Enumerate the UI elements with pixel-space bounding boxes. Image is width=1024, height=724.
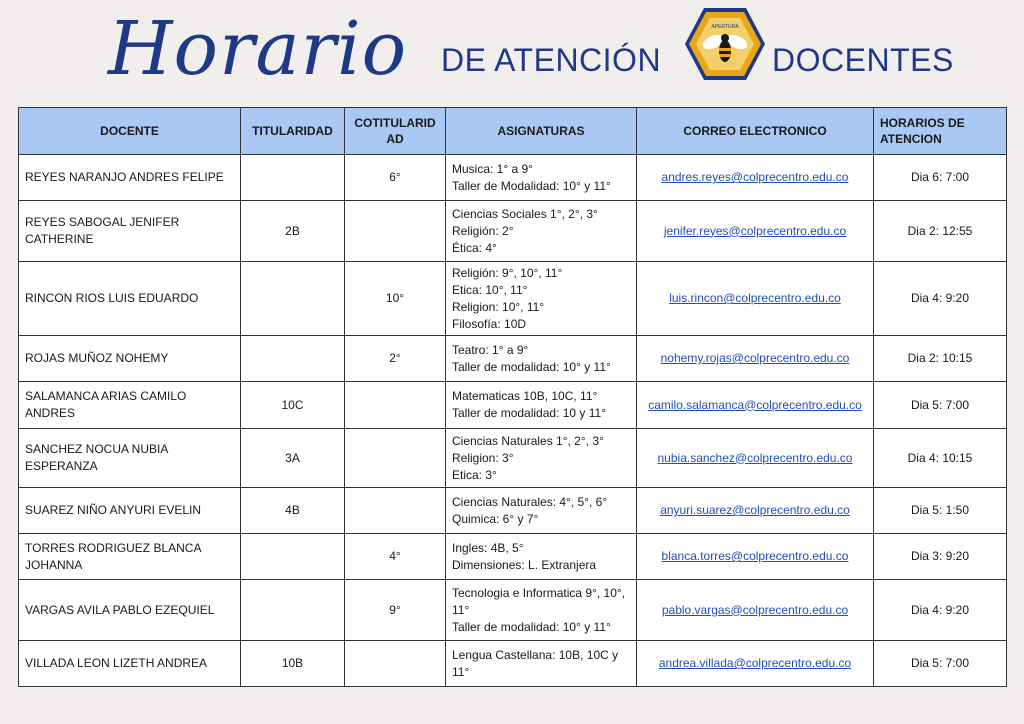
docente-cell: VARGAS AVILA PABLO EZEQUIEL <box>19 580 241 641</box>
asignatura-line: Religion: 10°, 11° <box>452 299 545 314</box>
correo-cell <box>637 580 874 641</box>
email-link[interactable]: nubia.sanchez@colprecentro.edu.co <box>657 450 853 465</box>
titularidad-cell: 10C <box>241 382 345 429</box>
titularidad-cell: 4B <box>241 488 345 534</box>
title-end: DOCENTES <box>772 42 954 78</box>
cotitularidad-cell <box>345 201 446 262</box>
asignatura-line: Dimensiones: L. Extranjera <box>452 557 597 572</box>
horario-cell: Dia 6: 7:00 <box>874 155 1007 201</box>
correo-cell <box>637 534 874 580</box>
correo-cell <box>637 488 874 534</box>
cotitularidad-cell <box>345 641 446 687</box>
asignaturas-cell <box>446 488 637 534</box>
cotitularidad-cell: 6° <box>345 155 446 201</box>
cotitularidad-cell <box>345 429 446 488</box>
asignaturas-cell <box>446 580 637 641</box>
column-header-asignaturas: ASIGNATURAS <box>446 108 637 155</box>
asignatura-line: Tecnologia e Informatica 9°, 10°, 11° <box>452 585 626 617</box>
asignatura-line: Taller de Modalidad: 10° y 11° <box>452 178 611 193</box>
titularidad-cell <box>241 155 345 201</box>
horario-cell: Dia 5: 1:50 <box>874 488 1007 534</box>
horario-cell: Dia 4: 9:20 <box>874 262 1007 336</box>
horario-cell: Dia 5: 7:00 <box>874 382 1007 429</box>
correo-cell <box>637 382 874 429</box>
asignatura-line: Taller de modalidad: 10 y 11° <box>452 406 607 420</box>
table-row <box>19 201 1007 262</box>
email-link[interactable]: blanca.torres@colprecentro.edu.co <box>661 549 849 563</box>
cotitularidad-cell: 2° <box>345 336 446 382</box>
email-link[interactable]: camilo.salamanca@colprecentro.edu.co <box>648 397 862 412</box>
asignatura-line: Religión: 2° <box>452 223 514 238</box>
titularidad-cell: 10B <box>241 641 345 687</box>
asignatura-line: Ingles: 4B, 5° <box>452 540 524 555</box>
logo-text: APERTURA <box>711 24 739 30</box>
correo-cell <box>637 336 874 382</box>
horario-cell: Dia 2: 10:15 <box>874 336 1007 382</box>
asignatura-line: Taller de modalidad: 10° y 11° <box>452 619 611 634</box>
titularidad-cell <box>241 336 345 382</box>
asignatura-line: Ciencias Naturales: 4°, 5°, 6° <box>452 494 608 509</box>
email-link[interactable]: nohemy.rojas@colprecentro.edu.co <box>660 351 850 365</box>
asignatura-line: Taller de modalidad: 10° y 11° <box>452 359 611 374</box>
cotitularidad-cell <box>345 488 446 534</box>
column-header-correo: CORREO ELECTRONICO <box>637 108 874 155</box>
docente-cell: SALAMANCA ARIAS CAMILO ANDRES <box>19 382 241 429</box>
email-link[interactable]: jenifer.reyes@colprecentro.edu.co <box>663 223 847 238</box>
table-row <box>19 336 1007 382</box>
correo-cell <box>637 262 874 336</box>
cotitularidad-cell: 9° <box>345 580 446 641</box>
title-script: Horario <box>108 6 408 92</box>
cotitularidad-cell <box>345 382 446 429</box>
asignatura-line: Ciencias Sociales 1°, 2°, 3° <box>452 206 598 221</box>
table-row <box>19 382 1007 429</box>
column-header-cotitularidad: COTITULARID AD <box>345 108 446 155</box>
docente-cell: ROJAS MUÑOZ NOHEMY <box>19 336 241 382</box>
titularidad-cell <box>241 580 345 641</box>
asignatura-line: Quimica: 6° y 7° <box>452 511 539 526</box>
horario-cell: Dia 5: 7:00 <box>874 641 1007 687</box>
table-row <box>19 488 1007 534</box>
cotitularidad-cell: 10° <box>345 262 446 336</box>
asignatura-line: Musica: 1° a 9° <box>452 161 533 176</box>
asignatura-line: Filosofía: 10D <box>452 316 527 331</box>
title-middle: DE ATENCIÓN <box>441 42 662 78</box>
column-header-docente: DOCENTE <box>19 108 241 155</box>
email-link[interactable]: andrea.villada@colprecentro.edu.co <box>658 656 852 670</box>
table-row <box>19 262 1007 336</box>
horario-cell: Dia 2: 12:55 <box>874 201 1007 262</box>
asignatura-line: Religion: 3° <box>452 450 514 465</box>
column-header-titularidad: TITULARIDAD <box>241 108 345 155</box>
horario-cell: Dia 4: 10:15 <box>874 429 1007 488</box>
titularidad-cell: 2B <box>241 201 345 262</box>
docente-cell: SANCHEZ NOCUA NUBIA ESPERANZA <box>19 429 241 488</box>
titularidad-cell <box>241 262 345 336</box>
asignaturas-cell <box>446 641 637 687</box>
asignaturas-cell <box>446 534 637 580</box>
email-link[interactable]: pablo.vargas@colprecentro.edu.co <box>661 602 849 617</box>
asignatura-line: Etica: 10°, 11° <box>452 282 528 297</box>
table-row <box>19 641 1007 687</box>
email-link[interactable]: anyuri.suarez@colprecentro.edu.co <box>660 503 850 517</box>
asignatura-line: Etica: 3° <box>452 467 497 482</box>
docente-cell: VILLADA LEON LIZETH ANDREA <box>19 641 241 687</box>
asignaturas-cell <box>446 382 637 429</box>
cotitularidad-cell: 4° <box>345 534 446 580</box>
table-row <box>19 155 1007 201</box>
docente-cell: RINCON RIOS LUIS EDUARDO <box>19 262 241 336</box>
docente-cell: TORRES RODRIGUEZ BLANCA JOHANNA <box>19 534 241 580</box>
correo-cell <box>637 201 874 262</box>
table-row <box>19 580 1007 641</box>
page-header <box>0 0 1024 100</box>
asignatura-line: Religión: 9°, 10°, 11° <box>452 265 563 280</box>
titularidad-cell: 3A <box>241 429 345 488</box>
asignaturas-cell <box>446 262 637 336</box>
schedule-table <box>18 107 1007 687</box>
correo-cell <box>637 641 874 687</box>
asignaturas-cell <box>446 201 637 262</box>
docente-cell: REYES NARANJO ANDRES FELIPE <box>19 155 241 201</box>
asignaturas-cell <box>446 336 637 382</box>
school-logo <box>683 6 767 82</box>
table-row <box>19 429 1007 488</box>
horario-cell: Dia 3: 9:20 <box>874 534 1007 580</box>
column-header-horarios: HORARIOS DE ATENCION <box>874 108 1007 155</box>
asignaturas-cell <box>446 429 637 488</box>
table-header-row <box>19 108 1007 155</box>
horario-cell: Dia 4: 9:20 <box>874 580 1007 641</box>
correo-cell <box>637 155 874 201</box>
docente-cell: REYES SABOGAL JENIFER CATHERINE <box>19 201 241 262</box>
email-link[interactable]: luis.rincon@colprecentro.edu.co <box>669 291 841 305</box>
titularidad-cell <box>241 534 345 580</box>
correo-cell <box>637 429 874 488</box>
asignatura-line: Ciencias Naturales 1°, 2°, 3° <box>452 433 604 448</box>
docente-cell: SUAREZ NIÑO ANYURI EVELIN <box>19 488 241 534</box>
asignatura-line: Lengua Castellana: 10B, 10C y 11° <box>452 647 619 679</box>
asignaturas-cell <box>446 155 637 201</box>
asignatura-line: Ética: 4° <box>452 240 497 255</box>
table-row <box>19 534 1007 580</box>
asignatura-line: Teatro: 1° a 9° <box>452 342 529 357</box>
email-link[interactable]: andres.reyes@colprecentro.edu.co <box>661 170 849 184</box>
asignatura-line: Matematicas 10B, 10C, 11° <box>452 389 598 403</box>
